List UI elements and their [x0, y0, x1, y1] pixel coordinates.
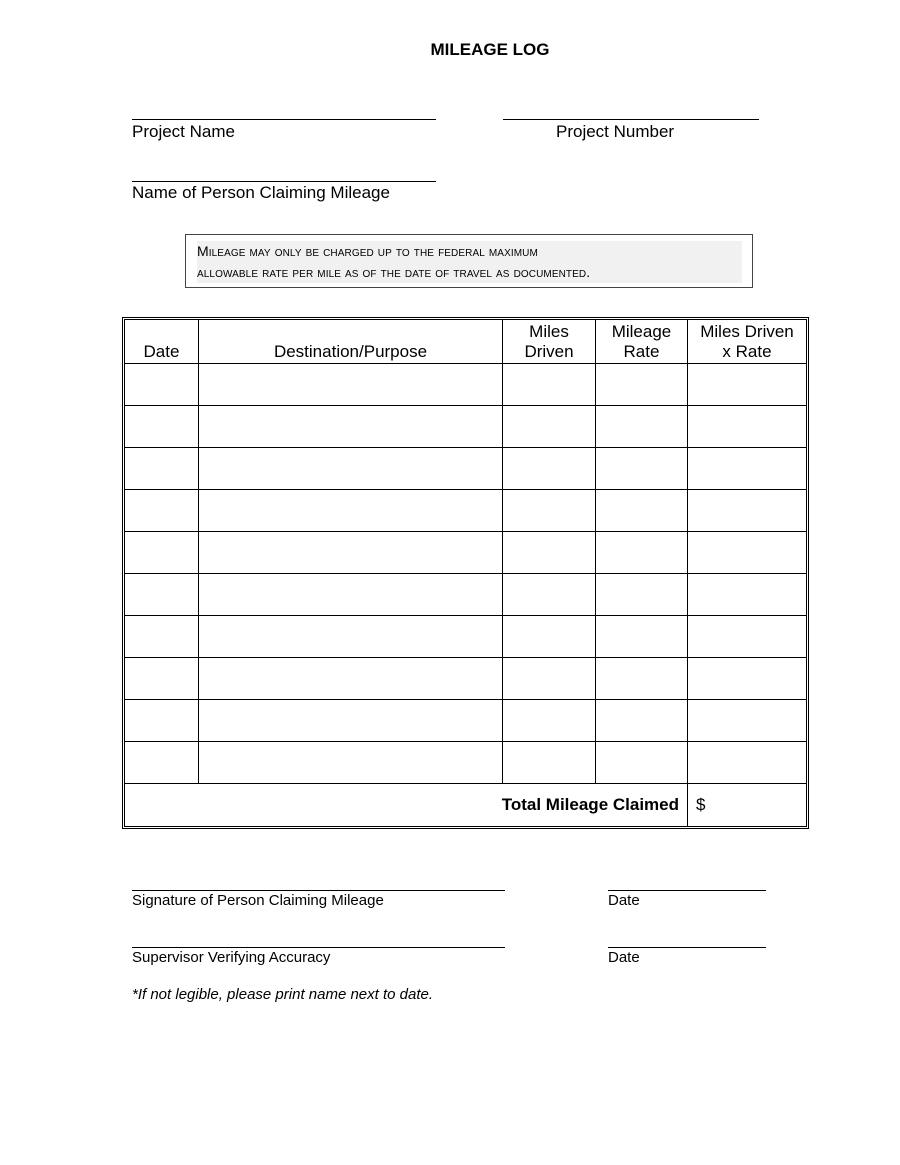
- amount-cell[interactable]: [688, 364, 806, 406]
- rate-cell[interactable]: [596, 742, 688, 784]
- total-mileage-label: Total Mileage Claimed: [125, 784, 688, 826]
- miles-cell[interactable]: [503, 364, 596, 406]
- claimant-date-label: Date: [608, 892, 640, 909]
- claimant-signature-label: Signature of Person Claiming Mileage: [132, 892, 384, 909]
- claimant-signature-field[interactable]: [132, 890, 505, 891]
- amount-cell[interactable]: [688, 658, 806, 700]
- table-row: [125, 574, 806, 616]
- amount-cell[interactable]: [688, 490, 806, 532]
- miles-cell[interactable]: [503, 616, 596, 658]
- rate-cell[interactable]: [596, 448, 688, 490]
- rate-cell[interactable]: [596, 364, 688, 406]
- project-number-label: Project Number: [556, 122, 675, 141]
- table-row: [125, 532, 806, 574]
- destination-cell[interactable]: [199, 700, 503, 742]
- table-row: [125, 490, 806, 532]
- destination-cell[interactable]: [199, 364, 503, 406]
- amount-cell[interactable]: [688, 532, 806, 574]
- mileage-table: [122, 317, 809, 829]
- miles-cell[interactable]: [503, 574, 596, 616]
- claimant-name-field[interactable]: [132, 181, 436, 182]
- date-cell[interactable]: [125, 700, 199, 742]
- destination-cell[interactable]: [199, 658, 503, 700]
- amount-cell[interactable]: [688, 616, 806, 658]
- col-header-miles-driven: Miles Driven: [503, 320, 596, 364]
- supervisor-signature-field[interactable]: [132, 947, 505, 948]
- project-number-field[interactable]: [503, 119, 759, 120]
- miles-cell[interactable]: [503, 658, 596, 700]
- total-amount-cell[interactable]: [688, 784, 806, 826]
- destination-cell[interactable]: [199, 490, 503, 532]
- miles-cell[interactable]: [503, 406, 596, 448]
- miles-cell[interactable]: [503, 532, 596, 574]
- mileage-notice: [185, 234, 753, 288]
- amount-cell[interactable]: [688, 448, 806, 490]
- table-row: [125, 364, 806, 406]
- destination-cell[interactable]: [199, 742, 503, 784]
- project-name-label: Project Name: [132, 122, 235, 141]
- date-cell[interactable]: [125, 658, 199, 700]
- claimant-name-label: Name of Person Claiming Mileage: [132, 183, 390, 202]
- date-cell[interactable]: [125, 406, 199, 448]
- amount-cell[interactable]: [688, 700, 806, 742]
- notice-line-2: allowable rate per mile as of the date of travel as documented.: [197, 264, 591, 280]
- destination-cell[interactable]: [199, 406, 503, 448]
- notice-line-1: Mileage may only be charged up to the federal maximum: [197, 243, 538, 259]
- date-cell[interactable]: [125, 364, 199, 406]
- col-header-miles-x-rate: Miles Driven x Rate: [688, 320, 806, 364]
- amount-cell[interactable]: [688, 574, 806, 616]
- table-row: [125, 700, 806, 742]
- miles-cell[interactable]: [503, 448, 596, 490]
- currency-symbol: $: [696, 795, 706, 814]
- supervisor-date-label: Date: [608, 949, 640, 966]
- destination-cell[interactable]: [199, 532, 503, 574]
- rate-cell[interactable]: [596, 616, 688, 658]
- rate-cell[interactable]: [596, 658, 688, 700]
- table-row: [125, 616, 806, 658]
- table-row: [125, 406, 806, 448]
- miles-cell[interactable]: [503, 742, 596, 784]
- supervisor-signature-label: Supervisor Verifying Accuracy: [132, 949, 331, 966]
- claimant-date-field[interactable]: [608, 890, 766, 891]
- table-row: [125, 448, 806, 490]
- destination-cell[interactable]: [199, 574, 503, 616]
- col-header-mileage-rate: Mileage Rate: [596, 320, 688, 364]
- amount-cell[interactable]: [688, 742, 806, 784]
- miles-cell[interactable]: [503, 490, 596, 532]
- page-title: MILEAGE LOG: [430, 40, 550, 59]
- amount-cell[interactable]: [688, 406, 806, 448]
- supervisor-date-field[interactable]: [608, 947, 766, 948]
- miles-cell[interactable]: [503, 700, 596, 742]
- col-header-destination: Destination/Purpose: [199, 320, 503, 364]
- total-row: [125, 784, 806, 826]
- date-cell[interactable]: [125, 490, 199, 532]
- destination-cell[interactable]: [199, 448, 503, 490]
- rate-cell[interactable]: [596, 532, 688, 574]
- rate-cell[interactable]: [596, 406, 688, 448]
- date-cell[interactable]: [125, 574, 199, 616]
- date-cell[interactable]: [125, 448, 199, 490]
- legibility-footnote: *If not legible, please print name next to date.: [132, 986, 434, 1003]
- col-header-date: Date: [125, 320, 199, 364]
- rate-cell[interactable]: [596, 574, 688, 616]
- rate-cell[interactable]: [596, 700, 688, 742]
- date-cell[interactable]: [125, 616, 199, 658]
- destination-cell[interactable]: [199, 616, 503, 658]
- table-row: [125, 742, 806, 784]
- project-name-field[interactable]: [132, 119, 436, 120]
- date-cell[interactable]: [125, 532, 199, 574]
- table-row: [125, 658, 806, 700]
- date-cell[interactable]: [125, 742, 199, 784]
- rate-cell[interactable]: [596, 490, 688, 532]
- table-header-row: [125, 320, 806, 364]
